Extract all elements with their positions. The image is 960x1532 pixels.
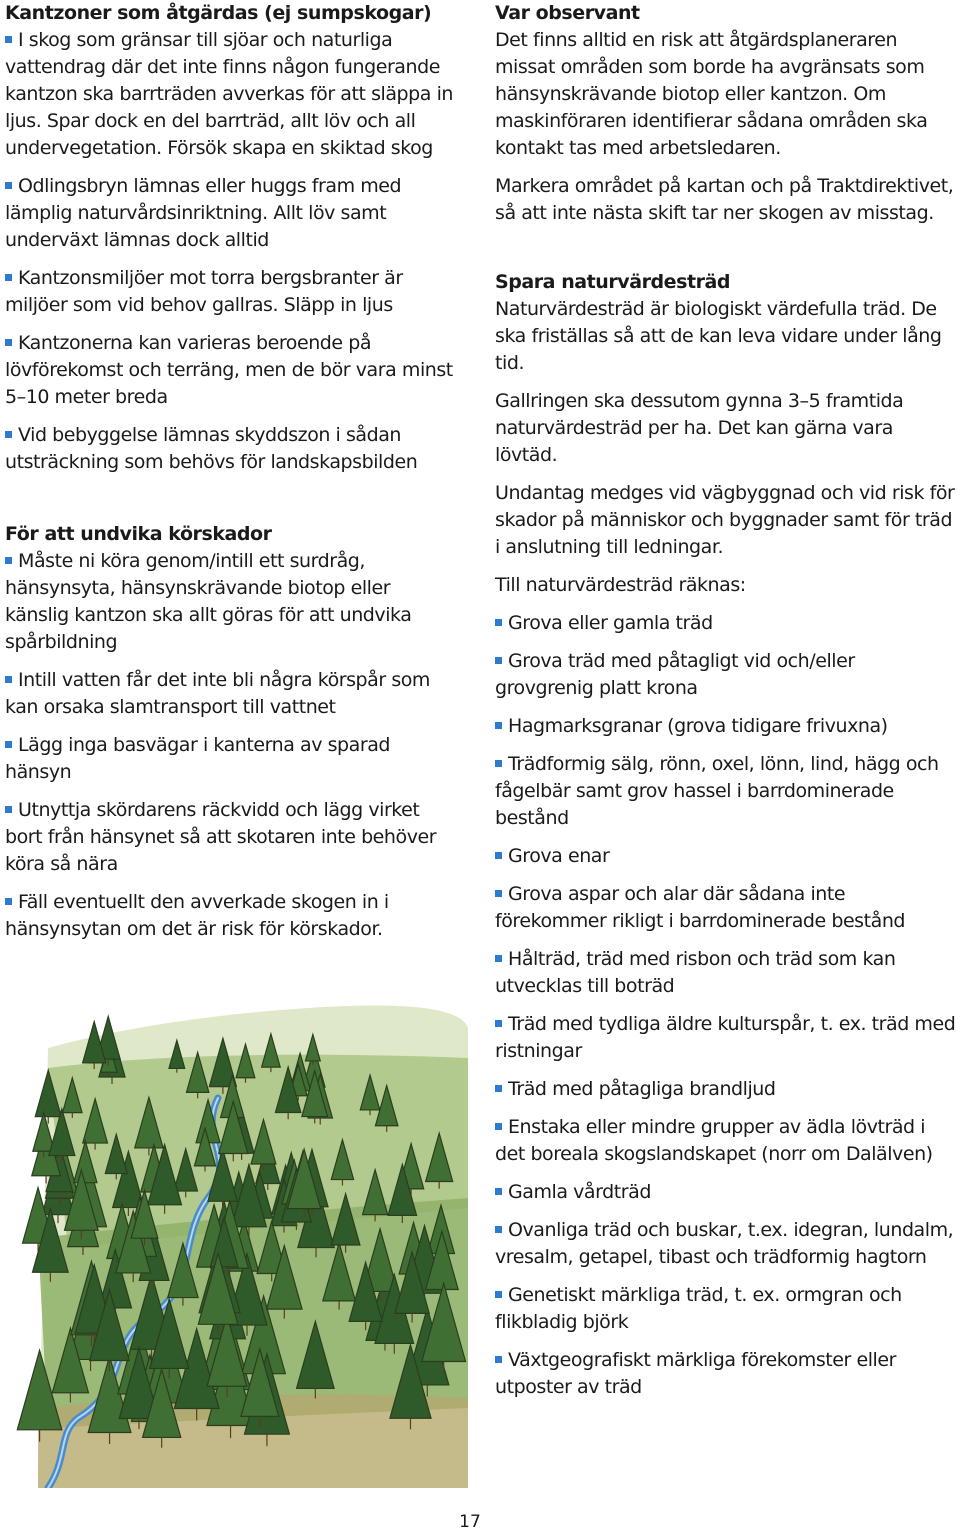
list-item: Odlingsbryn lämnas eller huggs fram med lämplig naturvårdsinriktning. Allt löv samt underväxt lämnas dock alltid xyxy=(5,175,402,251)
list-item: Träd med tydliga äldre kulturspår, t. ex. träd med ristningar xyxy=(495,1013,956,1062)
list-item: Ovanliga träd och buskar, t.ex. idegran, lundalm, vresalm, getapel, tibast och trädformig hagtorn xyxy=(495,1219,954,1268)
list-item: Genetiskt märkliga träd, t. ex. ormgran och flikbladig björk xyxy=(495,1284,902,1333)
bullet-icon xyxy=(495,955,502,962)
list-item: Vid bebyggelse lämnas skyddszon i sådan utsträckning som behövs för landskapsbilden xyxy=(5,424,418,473)
list-item: Enstaka eller mindre grupper av ädla lövträd i det boreala skogslandskapet (norr om Dalälven) xyxy=(495,1116,933,1165)
bullet-icon xyxy=(5,431,12,438)
bullet-icon xyxy=(495,890,502,897)
bullet-icon xyxy=(5,182,12,189)
bullet-icon xyxy=(495,1226,502,1233)
right-column xyxy=(495,0,957,1401)
bullet-icon xyxy=(495,760,502,767)
bullet-icon xyxy=(495,1188,502,1195)
list-item: Utnyttja skördarens räckvidd och lägg virket bort från hänsynet så att skotaren inte behöver köra så nära xyxy=(5,799,437,875)
bullet-icon xyxy=(5,274,12,281)
list-item: Grova aspar och alar där sådana inte förekommer rikligt i barrdominerade bestånd xyxy=(495,883,906,932)
list-item: Intill vatten får det inte bli några körspår som kan orsaka slamtransport till vattnet xyxy=(5,669,430,718)
forest-illustration-drawing xyxy=(8,988,468,1488)
bullet-icon xyxy=(5,557,12,564)
bullet-icon xyxy=(495,1123,502,1130)
list-item: Grova enar xyxy=(495,843,957,870)
bullet-icon xyxy=(495,1020,502,1027)
list-item: Kantzonsmiljöer mot torra bergsbranter är miljöer som vid behov gallras. Släpp in ljus xyxy=(5,267,403,316)
bullet-icon xyxy=(5,898,12,905)
bullet-icon xyxy=(495,722,502,729)
paragraph: Det finns alltid en risk att åtgärdsplaneraren missat områden som borde ha avgränsats som hänsynskrävande biotop eller kantzon. Om maskinföraren identifierar sådana områden ska kontakt tas med arbetsledaren. xyxy=(495,29,928,159)
bullet-icon xyxy=(495,1356,502,1363)
list-item: Grova eller gamla träd xyxy=(495,610,957,637)
bullet-icon xyxy=(495,657,502,664)
heading-be-observant: Var observant xyxy=(495,2,640,24)
list-item: Hagmarksgranar (grova tidigare frivuxna) xyxy=(495,713,957,740)
heading-edge-zones: Kantzoner som åtgärdas (ej sumpskogar) xyxy=(5,2,432,24)
bullet-icon xyxy=(5,339,12,346)
paragraph: Undantag medges vid vägbyggnad och vid risk för skador på människor och byggnader samt för träd i anslutning till ledningar. xyxy=(495,482,955,558)
list-item: Fäll eventuellt den avverkade skogen in i hänsynsytan om det är risk för körskador. xyxy=(5,891,389,940)
bullet-icon xyxy=(495,1291,502,1298)
forest-illustration xyxy=(8,988,468,1488)
list-item: Gamla vårdträd xyxy=(495,1179,957,1206)
bullet-icon xyxy=(495,1085,502,1092)
bullet-icon xyxy=(495,852,502,859)
bullet-icon xyxy=(5,741,12,748)
bullet-icon xyxy=(5,806,12,813)
list-item: Kantzonerna kan varieras beroende på lövförekomst och terräng, men de bör vara minst 5–10 meter breda xyxy=(5,332,453,408)
list-item: Träd med påtagliga brandljud xyxy=(495,1076,957,1103)
page-number: 17 xyxy=(459,1512,481,1532)
list-item: Trädformig sälg, rönn, oxel, lönn, lind, hägg och fågelbär samt grov hassel i barrdominerade bestånd xyxy=(495,753,939,829)
bullet-icon xyxy=(5,36,12,43)
paragraph: Till naturvärdesträd räknas: xyxy=(495,574,746,596)
list-item: I skog som gränsar till sjöar och naturliga vattendrag där det inte finns någon fungerande kantzon ska barrträden avverkas för att släppa in ljus. Spar dock en del barrträd, allt löv och all undervegetation. Försök skapa en skiktad skog xyxy=(5,29,453,159)
list-item: Lägg inga basvägar i kanterna av sparad hänsyn xyxy=(5,734,391,783)
heading-save-trees: Spara naturvärdesträd xyxy=(495,271,731,293)
paragraph: Markera området på kartan och på Traktdirektivet, så att inte nästa skift tar ner skogen av misstag. xyxy=(495,175,954,224)
paragraph: Gallringen ska dessutom gynna 3–5 framtida naturvärdesträd per ha. Det kan gärna vara lövtäd. xyxy=(495,390,904,466)
list-item: Grova träd med påtagligt vid och/eller grovgrenig platt krona xyxy=(495,650,855,699)
bullet-icon xyxy=(5,676,12,683)
bullet-icon xyxy=(495,619,502,626)
left-column xyxy=(5,0,455,943)
list-item: Måste ni köra genom/intill ett surdråg, hänsynsyta, hänsynskrävande biotop eller känslig kantzon ska allt göras för att undvika spårbildning xyxy=(5,550,412,653)
heading-avoid-damage: För att undvika körskador xyxy=(5,523,272,545)
list-item: Växtgeografiskt märkliga förekomster eller utposter av träd xyxy=(495,1349,896,1398)
list-item: Hålträd, träd med risbon och träd som kan utvecklas till boträd xyxy=(495,948,896,997)
paragraph: Naturvärdesträd är biologiskt värdefulla träd. De ska friställas så att de kan leva vidare under lång tid. xyxy=(495,298,942,374)
